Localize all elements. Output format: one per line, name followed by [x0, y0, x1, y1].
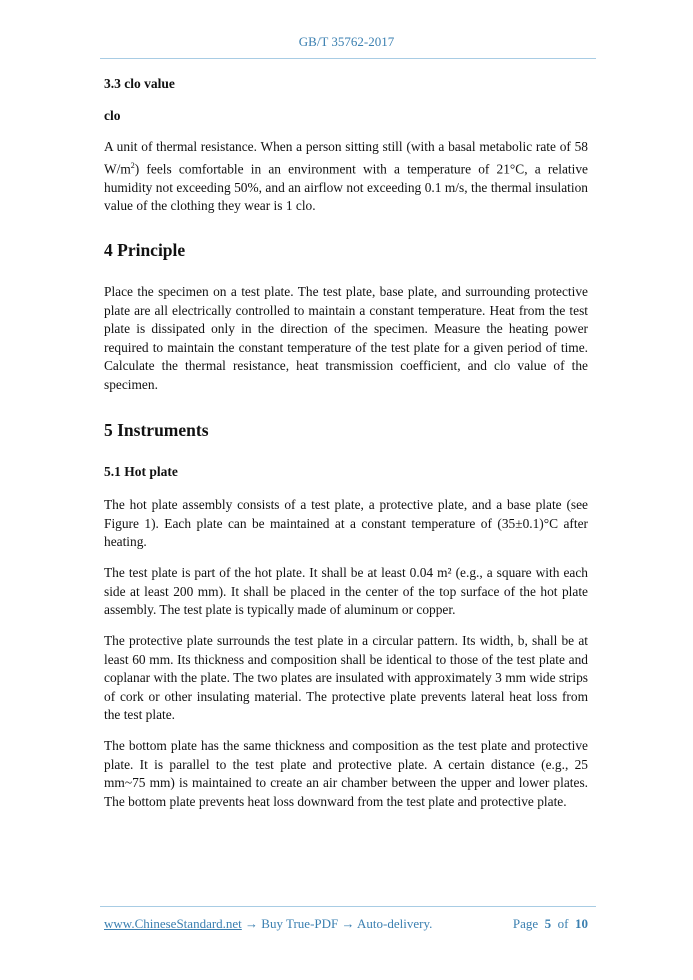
section-4-title: 4 Principle — [104, 240, 186, 260]
hot-plate-paragraph-4: The bottom plate has the same thickness and composition as the test plate and protective plate. It is parallel to the test plate and protective plate. A certain distance (e.g., 25 mm~75 mm) is maintained to create an air chamber between the upper and lower plates. The bottom plate prevents heat loss downward from the test plate and protective plate. — [104, 738, 588, 809]
section-3-3-title: 3.3 clo value — [104, 76, 175, 91]
term-clo: clo — [104, 108, 121, 123]
definition-clo — [104, 138, 588, 216]
header-rule — [100, 58, 596, 59]
footer-text: → Buy True-PDF → Auto-delivery. — [241, 916, 433, 931]
page-indicator — [513, 916, 588, 932]
hot-plate-paragraph-2: The test plate is part of the hot plate. It shall be at least 0.04 m² (e.g., a square with each side at least 200 mm). It shall be placed in the center of the top surface of the hot plate assembly. The test plate is typically made of aluminum or copper. — [104, 565, 588, 618]
superscript: 2 — [130, 160, 135, 170]
definition-text: A unit of thermal resistance. When a person sitting still (with a basal metabolic rate of 58 W/m — [104, 139, 588, 177]
page-total: 10 — [575, 916, 588, 931]
footer-rule — [100, 906, 596, 907]
of-label: of — [557, 916, 569, 931]
hot-plate-paragraph-3: The protective plate surrounds the test plate in a circular pattern. Its width, b, shall be at least 60 mm. Its thickness and composition shall be identical to those of the test plate and coplanar with the plate. The two plates are insulated with approximately 3 mm wide strips of cork or other insulating material. The protective plate prevents lateral heat loss from the test plate. — [104, 633, 588, 723]
footer — [104, 916, 588, 932]
hot-plate-paragraph-1: The hot plate assembly consists of a test plate, a protective plate, and a base plate (see Figure 1). Each plate can be maintained at a constant temperature of (35±0.1)°C after heating. — [104, 497, 588, 550]
page-label: Page — [512, 916, 539, 931]
definition-text: ) feels comfortable in an environment with a temperature of 21°C, a relative humidity not exceeding 50%, and an airflow not exceeding 0.1 m/s, the thermal insulation value of the clothing they wear is 1 clo. — [104, 161, 588, 214]
page-number: 5 — [544, 916, 552, 931]
section-5-title: 5 Instruments — [104, 420, 209, 440]
section-5-1-title: 5.1 Hot plate — [104, 464, 178, 479]
principle-paragraph: Place the specimen on a test plate. The test plate, base plate, and surrounding protective plate are all electrically controlled to maintain a constant temperature. Heat from the test plate is dissipated only in the direction of the specimen. Measure the heating power required to maintain the constant temperature of the test plate for a given period of time. Calculate the thermal resistance, heat transmission coefficient, and clo value of the specimen. — [104, 284, 588, 392]
footer-link[interactable]: www.ChineseStandard.net — [104, 916, 242, 931]
header-doc-id: GB/T 35762-2017 — [298, 34, 395, 49]
